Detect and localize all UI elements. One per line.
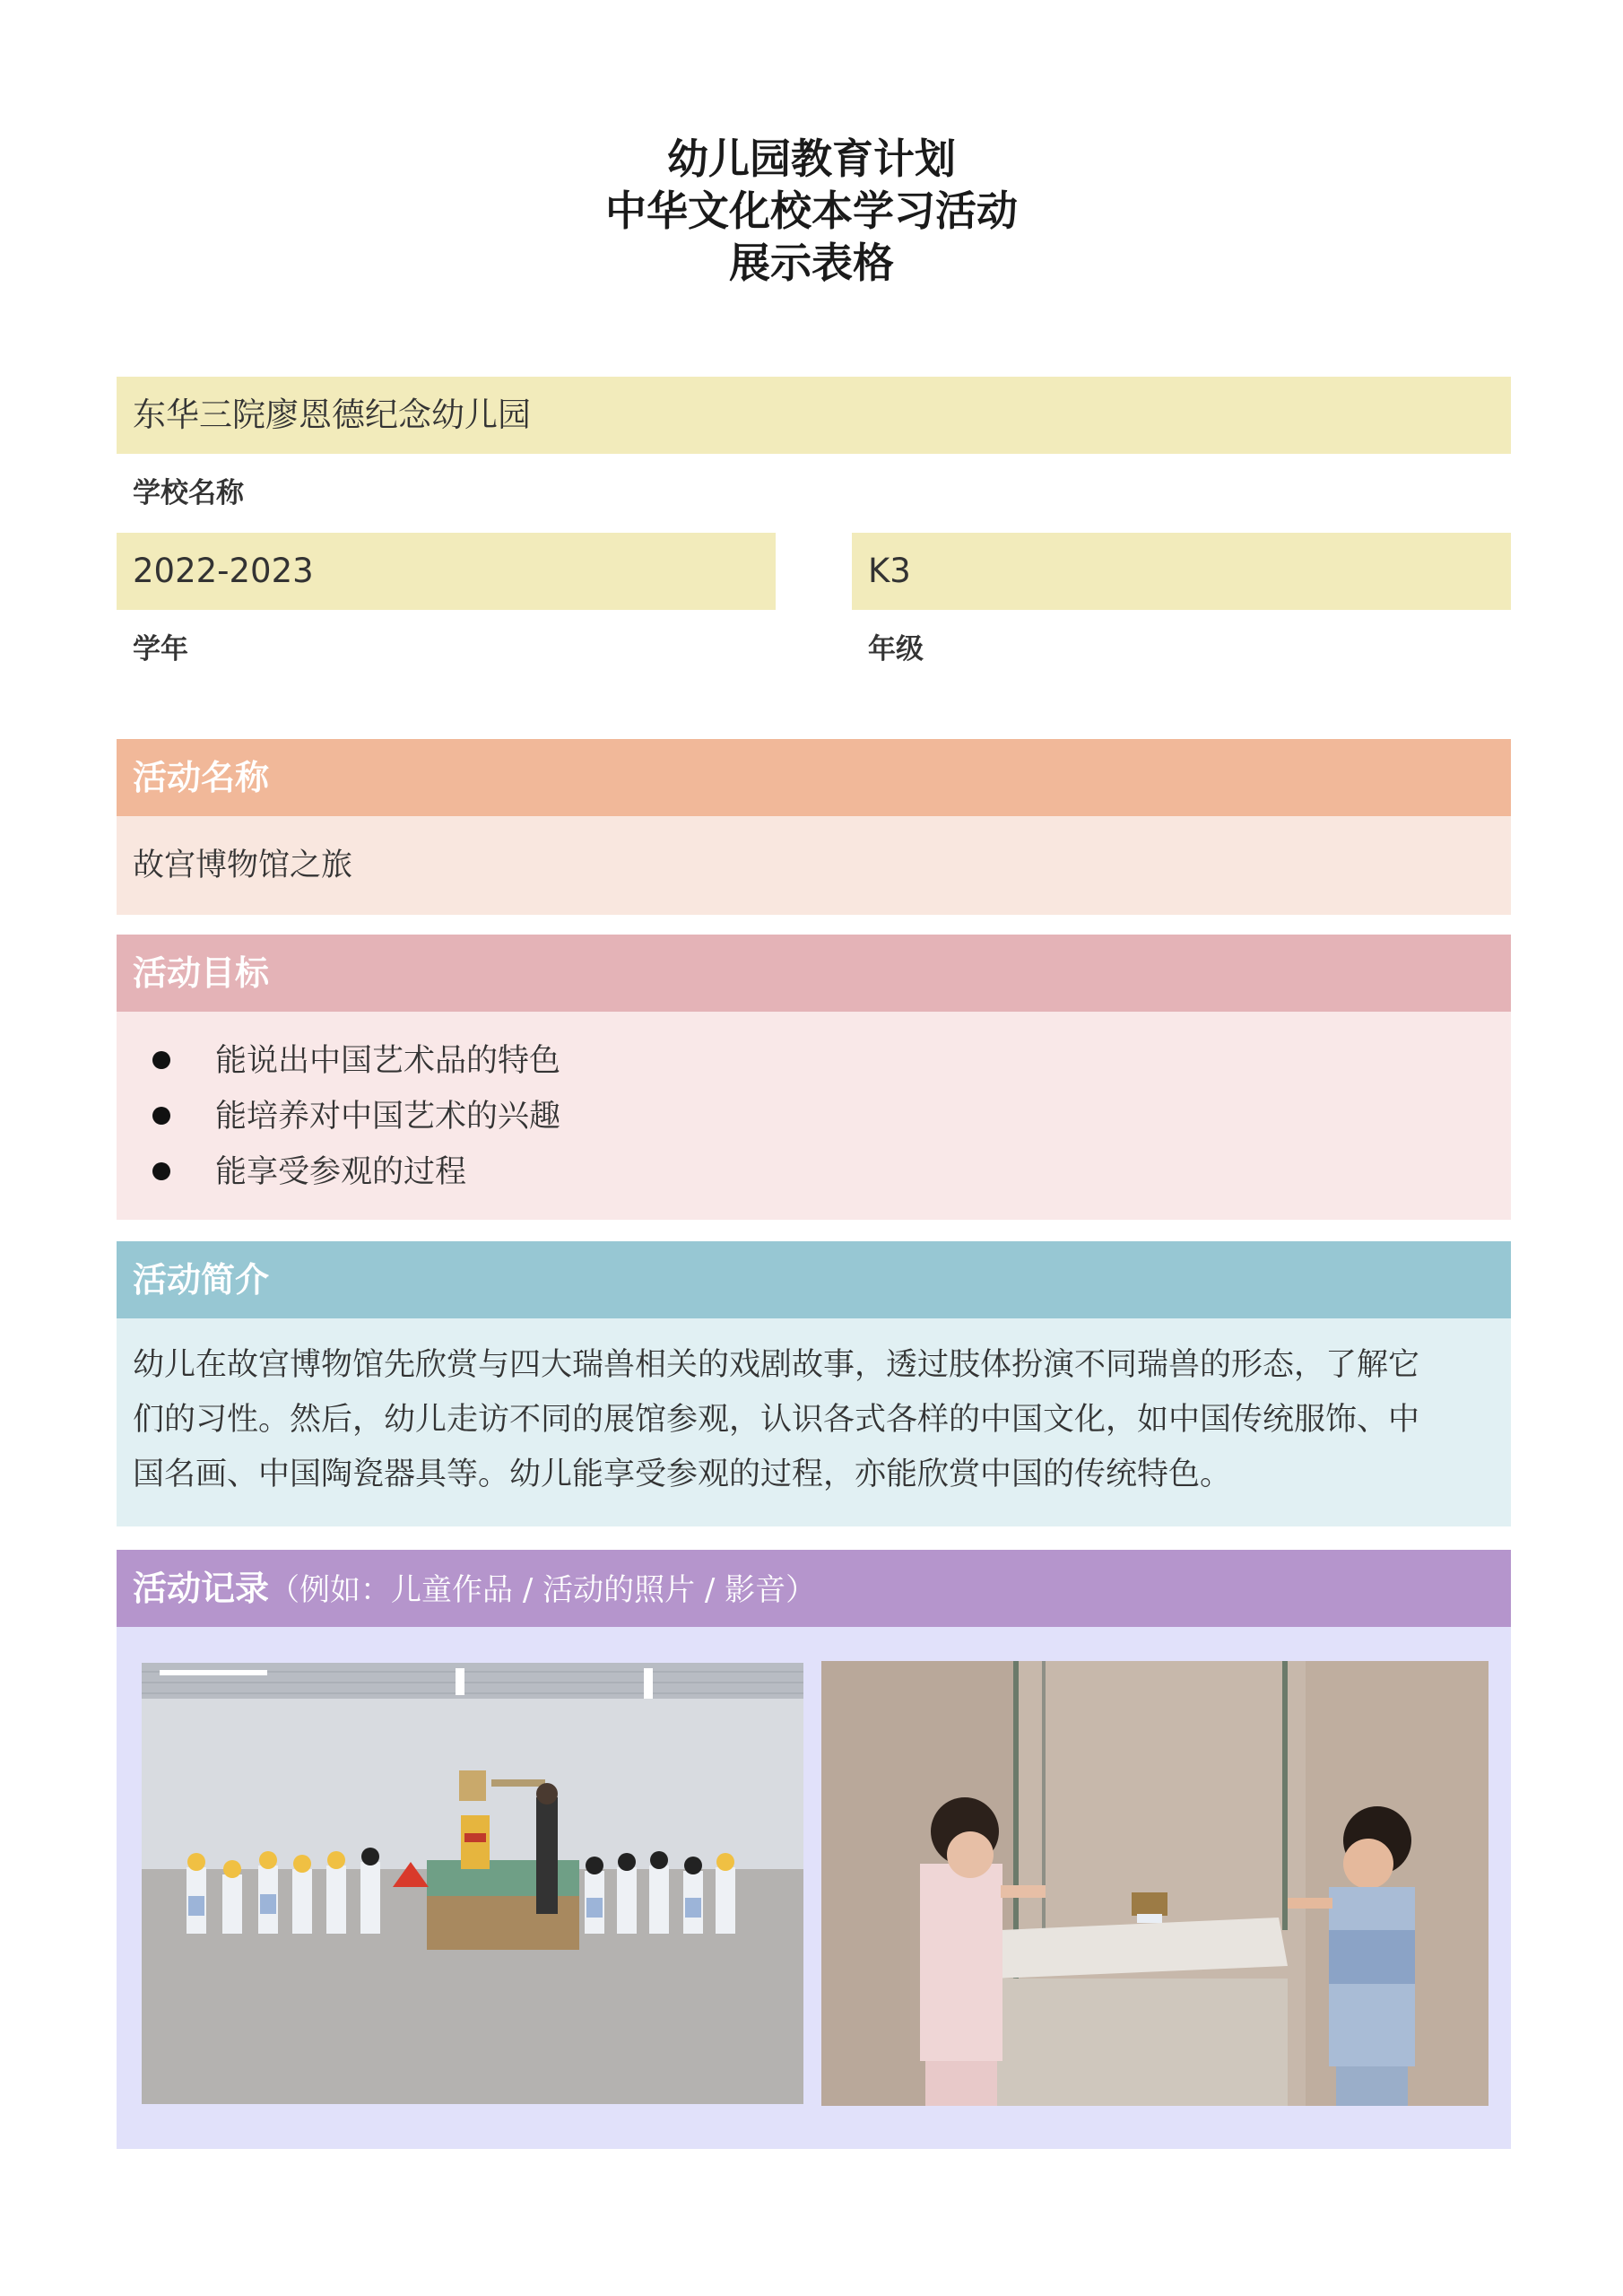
title-line-1: 幼儿园教育计划 [667, 135, 956, 183]
grade-value: K3 [868, 552, 911, 590]
intro-line: 幼儿在故宫博物馆先欣赏与四大瑞兽相关的戏剧故事，透过肢体扮演不同瑞兽的形态，了解它 [133, 1347, 1420, 1383]
school-year-label: 学年 [133, 633, 188, 665]
objective-text: 能培养对中国艺术的兴趣 [215, 1099, 561, 1135]
objective-text: 能说出中国艺术品的特色 [215, 1043, 561, 1079]
bullet-icon [152, 1107, 170, 1125]
objectives-header [117, 935, 1511, 1012]
museum-photo-image [821, 1661, 1488, 2106]
museum-photo[interactable] [821, 1661, 1488, 2106]
intro-line: 们的习性。然后，幼儿走访不同的展馆参观，认识各式各样的中国文化，如中国传统服饰、中 [133, 1402, 1420, 1438]
intro-heading: 活动简介 [133, 1260, 270, 1300]
school-name-field[interactable] [117, 377, 1511, 454]
grade-label: 年级 [868, 633, 924, 665]
objectives-body[interactable] [117, 1012, 1511, 1220]
activity-name-header [117, 739, 1511, 816]
activity-name-heading: 活动名称 [133, 758, 270, 797]
title-line-3: 展示表格 [729, 239, 894, 287]
intro-line: 国名画、中国陶瓷器具等。幼儿能享受参观的过程，亦能欣赏中国的传统特色。 [133, 1457, 1232, 1492]
record-heading-wrap [133, 1550, 816, 1629]
record-heading: 活动记录 [133, 1569, 270, 1608]
bullet-icon [152, 1162, 170, 1180]
grade-field[interactable] [852, 533, 1511, 610]
objectives-heading: 活动目标 [133, 953, 270, 993]
school-name-value: 东华三院廖恩德纪念幼儿园 [133, 396, 531, 434]
record-header [117, 1550, 1511, 1627]
group-photo[interactable] [142, 1663, 803, 2104]
record-body[interactable] [117, 1627, 1511, 2149]
title-line-2: 中华文化校本学习活动 [605, 187, 1018, 235]
intro-body[interactable] [117, 1318, 1511, 1526]
intro-header [117, 1241, 1511, 1318]
school-year-field[interactable] [117, 533, 776, 610]
activity-name-value: 故宫博物馆之旅 [133, 848, 353, 883]
document-title [0, 133, 1623, 289]
bullet-icon [152, 1051, 170, 1069]
record-subheading: （例如：儿童作品 / 活动的照片 / 影音） [269, 1572, 817, 1608]
intro-paragraph [133, 1338, 1496, 1502]
objective-text: 能享受参观的过程 [215, 1154, 467, 1190]
activity-name-body[interactable] [117, 816, 1511, 915]
group-photo-image [142, 1663, 803, 2104]
school-year-value: 2022-2023 [133, 552, 314, 590]
school-name-label: 学校名称 [133, 477, 244, 509]
